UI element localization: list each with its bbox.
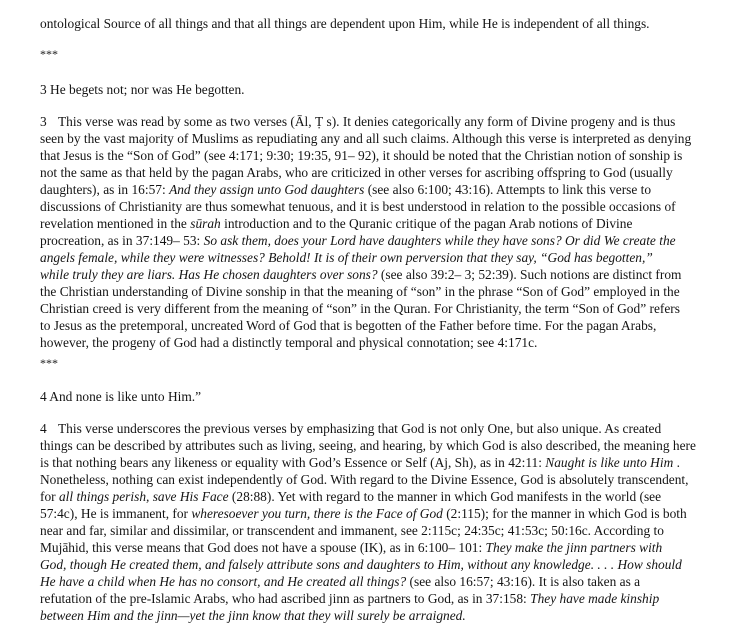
commentary-text: the Christian understanding of Divine sonship in that the meaning of “son” in the phrase “Son of God” employed in the <box>40 284 680 299</box>
commentary-text: is that nothing bears any likeness or equality with God’s Essence or Self (Aj, Sh), as in 42:11: <box>40 455 546 470</box>
verse-3-text: 3 He begets not; nor was He begotten. <box>40 82 245 97</box>
commentary-text: Christian creed is very different from the meaning of “son” in the Quran. For Christianity, the term “Son of God” refers <box>40 301 680 316</box>
commentary-text: things can be described by attributes such as living, seeing, and hearing, by which God is also described, the meaning here <box>40 438 696 453</box>
quranic-quote: between Him and the jinn—yet the jinn know that they will surely be arraigned. <box>40 608 466 623</box>
quranic-quote: And they assign unto God daughters <box>169 182 365 197</box>
commentary-line <box>40 283 730 300</box>
commentary-text: discussions of Christianity are thus somewhat tenuous, and it is best understood in relation to the possible occasions of <box>40 199 676 214</box>
commentary-line <box>40 147 730 164</box>
commentary-line <box>40 198 730 215</box>
commentary-line <box>40 317 730 334</box>
commentary-line <box>40 164 730 181</box>
commentary-text: (2:115); for the manner in which God is both <box>442 506 687 521</box>
commentary-line <box>40 300 730 317</box>
commentary-text: to Jesus as the pretemporal, uncreated Word of God that is begotten of the Father before time. For the pagan Arabs, <box>40 318 657 333</box>
commentary-text: (see also 39:2– 3; 52:39). Such notions are distinct from <box>377 267 682 282</box>
quranic-quote: So ask them, does your Lord have daughters while they have sons? Or did We create the <box>203 233 676 248</box>
commentary-line <box>40 556 730 573</box>
commentary-line <box>40 232 730 249</box>
commentary-text: 57:4c), He is immanent, for <box>40 506 192 521</box>
commentary-number: 3 <box>40 114 47 129</box>
commentary-number: 4 <box>40 421 47 436</box>
verse-4-commentary <box>40 420 730 624</box>
commentary-text: (see also 6:100; 43:16). Attempts to link this verse to <box>364 182 652 197</box>
commentary-text: introduction and to the Quranic critique of the pagan Arab notions of Divine <box>220 216 633 231</box>
commentary-line <box>40 522 730 539</box>
quranic-quote: They make the jinn partners with <box>485 540 663 555</box>
commentary-line <box>40 573 730 590</box>
quranic-quote: all things perish, save His Face <box>58 489 229 504</box>
commentary-line <box>40 488 730 505</box>
commentary-text: revelation mentioned in the <box>40 216 191 231</box>
quranic-quote: while truly they are liars. Has He chosen daughters over sons? <box>40 267 378 282</box>
commentary-line <box>40 113 730 130</box>
commentary-line <box>40 539 730 556</box>
commentary-text: for <box>40 489 59 504</box>
commentary-line <box>40 590 730 607</box>
quranic-quote: sūrah <box>190 216 221 231</box>
quranic-quote: He have a child when He has no consort, and He created all things? <box>40 574 407 589</box>
commentary-line <box>40 215 730 232</box>
commentary-line <box>40 454 730 471</box>
commentary-text: . <box>673 455 680 470</box>
quranic-quote: God, though He created them, and falsely attribute sons and daughters to Him, without any knowledge. . . . How should <box>40 557 682 572</box>
intro-line: ontological Source of all things and that all things are dependent upon Him, while He is independent of all things. <box>40 16 650 31</box>
verse-4-text: 4 And none is like unto Him.” <box>40 389 202 404</box>
commentary-text: Nonetheless, nothing can exist independently of God. With regard to the Divine Essence, God is absolutely transcendent, <box>40 472 689 487</box>
quranic-quote: Naught is like unto Him <box>545 455 674 470</box>
commentary-line <box>40 334 730 351</box>
commentary-line <box>40 437 730 454</box>
commentary-text: (see also 16:57; 43:16). It is also taken as a <box>406 574 641 589</box>
section-separator: *** <box>40 47 58 61</box>
commentary-text: This verse underscores the previous verses by emphasizing that God is not only One, but also unique. As created <box>58 421 662 436</box>
commentary-line <box>40 249 730 266</box>
commentary-text: that Jesus is the “Son of God” (see 4:171; 9:30; 19:35, 91– 92), it should be noted that the Christian notion of sonship is <box>40 148 683 163</box>
quranic-quote: They have made kinship <box>530 591 660 606</box>
commentary-line <box>40 607 730 624</box>
commentary-text: This verse was read by some as two verses (Āl, Ṭ s). It denies categorically any form of Divine progeny and is thus <box>58 114 676 129</box>
commentary-text: seen by the vast majority of Muslims as repudiating any and all such claims. Although this verse is interpreted as denying <box>40 131 692 146</box>
commentary-text: however, the progeny of God had a distinctly temporal and physical connotation; see 4:171c. <box>40 335 538 350</box>
commentary-text: refutation of the pre-Islamic Arabs, who had ascribed jinn as partners to God, as in 37:158: <box>40 591 531 606</box>
commentary-line <box>40 130 730 147</box>
commentary-line <box>40 266 730 283</box>
commentary-text: procreation, as in 37:149– 53: <box>40 233 204 248</box>
commentary-line <box>40 181 730 198</box>
verse-3-commentary <box>40 113 730 351</box>
commentary-text: near and far, similar and dissimilar, or transcendent and immanent, see 2:115c; 24:35c; 41:53c; 50:16c. According to <box>40 523 664 538</box>
commentary-line <box>40 505 730 522</box>
commentary-line <box>40 471 730 488</box>
commentary-text: (28:88). Yet with regard to the manner in which God manifests in the world (see <box>228 489 662 504</box>
commentary-text: daughters), as in 16:57: <box>40 182 170 197</box>
quranic-quote: wheresoever you turn, there is the Face of God <box>191 506 443 521</box>
commentary-line <box>40 420 730 437</box>
section-separator: *** <box>40 356 58 370</box>
quranic-quote: angels female, while they were witnesses? Behold! It is of their own perversion that they say, “God has begotten,” <box>40 250 653 265</box>
commentary-text: not the same as that held by the pagan Arabs, who are criticized in other verses for ascribing offspring to God (usually <box>40 165 673 180</box>
commentary-text: Mujāhid, this verse means that God does not have a spouse (IK), as in 6:100– 101: <box>40 540 486 555</box>
